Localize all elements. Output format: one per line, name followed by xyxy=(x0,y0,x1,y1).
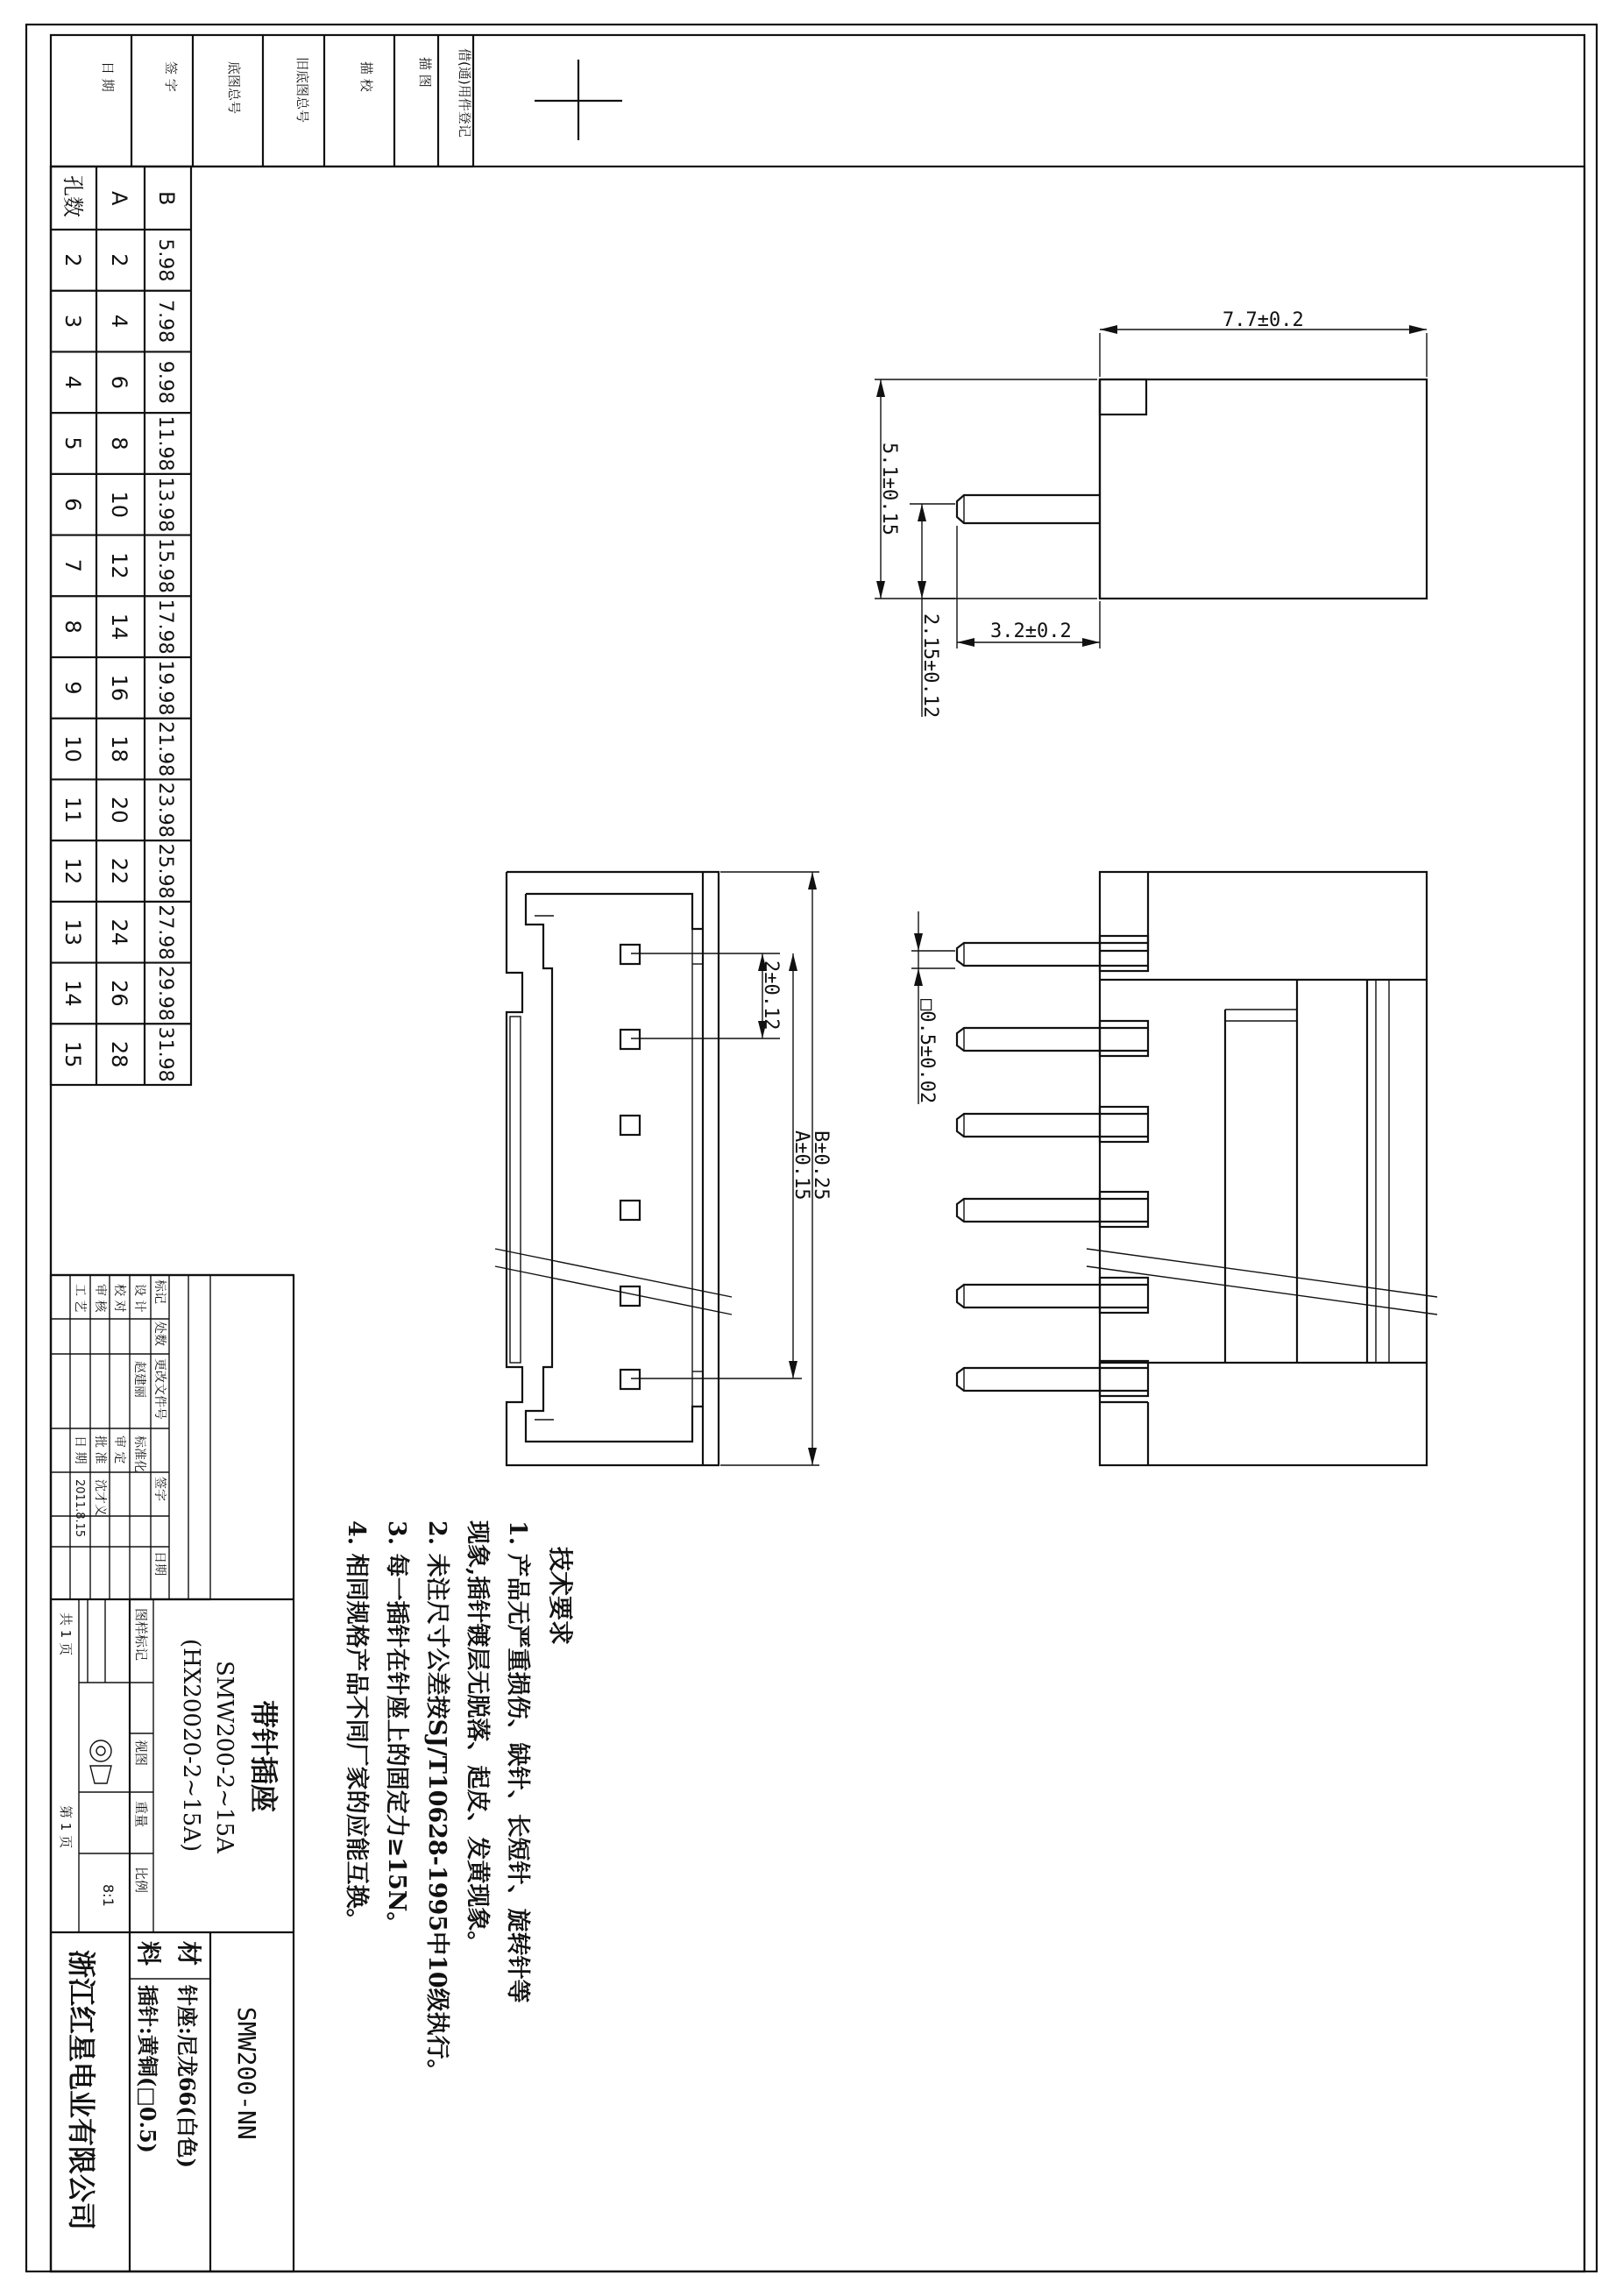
strip-header-1: 描 图 xyxy=(417,57,433,88)
row-label-A: A xyxy=(107,191,131,206)
table-cell-A: 4 xyxy=(107,314,131,329)
pin-square xyxy=(620,1286,640,1306)
table-cell-B: 29.98 xyxy=(154,965,176,1021)
title-block xyxy=(51,1275,294,2271)
dim-pin-offset xyxy=(957,526,1100,648)
rev-header-mark: 标记 xyxy=(152,1279,167,1304)
rev-header-doc: 更改文件号 xyxy=(152,1358,167,1420)
tech-item-3: 3. 每一插针在针座上的固定力≥15N。 xyxy=(383,1520,410,1936)
sign-name-approve: 沈才义 xyxy=(93,1479,107,1516)
table-cell-A: 20 xyxy=(107,797,131,824)
header-scale: 比例 xyxy=(133,1867,149,1894)
tech-item-1b: 现象,插针镀层无脱落、起皮、发黄现象。 xyxy=(464,1520,491,1955)
table-cell-A: 22 xyxy=(107,857,131,885)
table-cell-holes: 2 xyxy=(60,253,85,267)
table-cell-B: 25.98 xyxy=(154,843,176,899)
product-name: 带针插座 xyxy=(247,1700,280,1813)
strip-header-5: 签 字 xyxy=(163,61,179,92)
table-cell-A: 28 xyxy=(107,1040,131,1068)
part-code: SMW200-NN xyxy=(232,2007,261,2140)
pin-body xyxy=(957,1285,1148,1307)
side-view xyxy=(957,379,1427,599)
row-label-B: B xyxy=(154,191,179,206)
table-cell-holes: 7 xyxy=(60,558,85,573)
table-cell-B: 23.98 xyxy=(154,782,176,838)
table-cell-holes: 14 xyxy=(60,980,85,1007)
table-cell-holes: 12 xyxy=(60,857,85,885)
product-model-alt: (HX20020-2~15A) xyxy=(178,1639,204,1853)
pin-square xyxy=(620,1201,640,1220)
dim-A xyxy=(631,953,812,1378)
bottom-view xyxy=(1087,872,1437,1465)
table-cell-A: 24 xyxy=(107,918,131,946)
table-cell-B: 5.98 xyxy=(154,238,176,282)
table-cell-B: 31.98 xyxy=(154,1026,176,1082)
table-cell-A: 16 xyxy=(107,674,131,702)
table-cell-A: 18 xyxy=(107,735,131,762)
table-cell-holes: 11 xyxy=(60,797,85,824)
material-1: 针座:尼龙66(白色) xyxy=(174,1985,200,2168)
pin-body xyxy=(957,1368,1148,1391)
pin-body xyxy=(957,1114,1148,1137)
projection-symbol-icon xyxy=(90,1740,111,1783)
material-label-2: 料 xyxy=(134,1941,163,1966)
table-cell-A: 10 xyxy=(107,491,131,518)
table-cell-A: 8 xyxy=(107,436,131,450)
table-cell-A: 2 xyxy=(107,253,131,267)
pin-square xyxy=(620,945,640,964)
strip-header-3: 旧底图总号 xyxy=(294,57,310,124)
dim-width-label: 7.7±0.2 xyxy=(1223,309,1304,331)
table-cell-holes: 3 xyxy=(60,314,85,329)
scale-value: 8:1 xyxy=(100,1884,117,1907)
bottom-view-pins xyxy=(957,936,1148,1396)
dim-pitch-label: 2±0.12 xyxy=(760,960,782,1031)
table-cell-B: 9.98 xyxy=(154,360,176,404)
table-cell-holes: 9 xyxy=(60,681,85,695)
table-cell-B: 11.98 xyxy=(154,415,176,471)
pin-body xyxy=(957,1028,1148,1051)
table-cell-B: 19.98 xyxy=(154,660,176,716)
row-label-holes: 孔数 xyxy=(60,175,85,217)
header-weight: 重量 xyxy=(133,1801,149,1828)
drawing-frame xyxy=(51,167,1584,2271)
sheet-no: 第 1 页 xyxy=(58,1805,74,1849)
left-header-strip xyxy=(51,35,473,167)
sign-role-check: 校 对 xyxy=(112,1284,126,1313)
pin-square xyxy=(620,1030,640,1049)
dim-pitch xyxy=(631,953,782,1038)
material-label-1: 材 xyxy=(174,1941,203,1966)
dim-height xyxy=(875,379,1097,599)
sign-role-review: 审 核 xyxy=(93,1284,107,1313)
dim-pin-offset-label: 3.2±0.2 xyxy=(990,620,1072,642)
sign-role-std: 标准化 xyxy=(132,1435,146,1472)
registration-cross xyxy=(535,60,622,140)
tech-item-1: 1. 产品无严重损伤、缺针、长短针、旋转针等 xyxy=(504,1520,531,2003)
material-2: 插针:黄铜(□0.5) xyxy=(135,1985,160,2153)
sign-role-approve: 批 准 xyxy=(93,1435,107,1464)
table-cell-B: 21.98 xyxy=(154,721,176,777)
tech-requirements xyxy=(343,1520,575,2083)
sign-role-approve2: 审 定 xyxy=(112,1435,126,1464)
sign-role-process: 工 艺 xyxy=(73,1284,87,1313)
rev-header-sign: 签字 xyxy=(152,1477,167,1501)
dim-A-label: A±0.15 xyxy=(790,1130,812,1201)
table-cell-holes: 6 xyxy=(60,498,85,512)
sign-name-design: 赵建丽 xyxy=(132,1361,146,1398)
product-model: SMW200-2~15A xyxy=(211,1661,237,1853)
front-view-housing xyxy=(495,872,732,1465)
pin-square xyxy=(620,1370,640,1389)
pin-body xyxy=(957,1199,1148,1222)
table-cell-holes: 4 xyxy=(60,375,85,389)
table-cell-B: 7.98 xyxy=(154,300,176,344)
table-cell-holes: 8 xyxy=(60,620,85,634)
dim-pin-height xyxy=(910,504,955,718)
table-cell-holes: 10 xyxy=(60,735,85,762)
hole-count-table xyxy=(51,167,191,1085)
sheets-total: 共 1 页 xyxy=(58,1612,74,1656)
table-cell-holes: 15 xyxy=(60,1040,85,1068)
strip-header-6: 日 期 xyxy=(100,61,116,92)
table-cell-holes: 5 xyxy=(60,436,85,450)
header-view: 视图 xyxy=(133,1740,149,1767)
tech-item-4: 4. 相同规格产品不同厂家的应能互换。 xyxy=(343,1520,370,1932)
table-cell-A: 26 xyxy=(107,980,131,1007)
dim-pin-size xyxy=(911,911,955,1104)
pin-square xyxy=(620,1116,640,1135)
table-cell-B: 27.98 xyxy=(154,904,176,960)
company-name: 浙江红星电业有限公司 xyxy=(65,1950,98,2231)
table-cell-B: 13.98 xyxy=(154,477,176,533)
table-cell-A: 14 xyxy=(107,613,131,641)
sign-date: 2011.8.15 xyxy=(73,1479,86,1538)
dim-pin-size-label: □0.5±0.02 xyxy=(916,999,938,1104)
tech-title: 技术要求 xyxy=(546,1547,575,1646)
header-mark: 图样标记 xyxy=(133,1608,149,1662)
table-cell-B: 15.98 xyxy=(154,537,176,593)
table-cell-holes: 13 xyxy=(60,918,85,946)
table-cell-A: 12 xyxy=(107,552,131,579)
table-cell-B: 17.98 xyxy=(154,599,176,655)
dim-B-label: B±0.25 xyxy=(810,1130,832,1201)
strip-header-2: 描 校 xyxy=(358,61,374,92)
dim-pin-height-label: 2.15±0.12 xyxy=(919,613,941,719)
pin-body xyxy=(957,943,1148,966)
dim-width xyxy=(1100,309,1427,377)
strip-header-0: 借(通)用件登记 xyxy=(457,48,472,138)
tech-item-2: 2. 未注尺寸公差按SJ/T10628-1995中10级执行。 xyxy=(423,1520,450,2083)
front-view-pins xyxy=(620,945,640,1389)
sign-role-design: 设 计 xyxy=(132,1284,146,1313)
dim-height-label: 5.1±0.15 xyxy=(878,443,900,535)
strip-header-4: 底图总号 xyxy=(226,61,242,115)
sign-role-date: 日 期 xyxy=(73,1435,87,1464)
rev-header-count: 处数 xyxy=(152,1322,167,1346)
rev-header-date: 日期 xyxy=(152,1551,167,1576)
table-cell-A: 6 xyxy=(107,375,131,389)
